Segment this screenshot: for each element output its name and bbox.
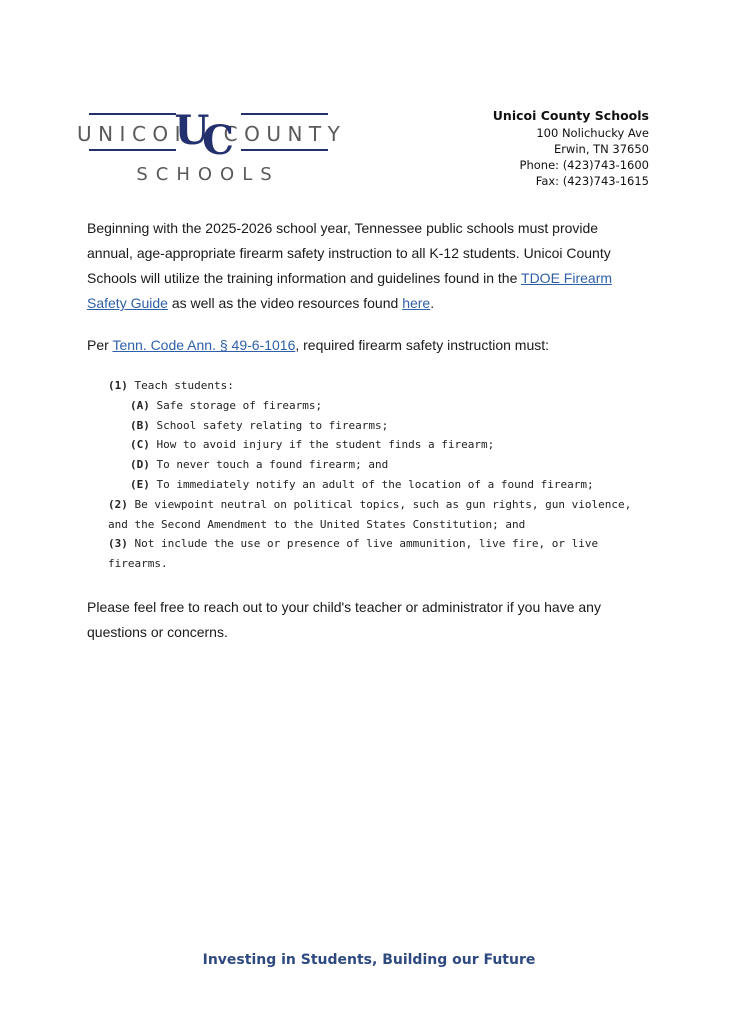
statute-text: Teach students: — [127, 379, 234, 392]
statute-subitem-a — [108, 396, 638, 416]
statute-text: Be viewpoint neutral on political topics, such as gun rights, gun violence, and the Second Amendment to the United States Constitution; and — [108, 497, 632, 531]
intro-text-middle: as well as the video resources found — [167, 295, 403, 311]
statute-item-3 — [108, 534, 638, 574]
statute-label: (E) — [130, 477, 150, 491]
logo-word-schools: SCHOOLS — [136, 164, 280, 185]
statute-label: (3) — [108, 537, 128, 551]
per-suffix: , required firearm safety instruction must: — [295, 337, 550, 353]
statute-subitem-c — [108, 435, 638, 455]
phone-number: Phone: (423)743-1600 — [519, 158, 649, 172]
statute-subitem-b — [108, 416, 638, 436]
statute-text: School safety relating to firearms; — [149, 418, 389, 432]
logo-word-county: COUNTY — [223, 122, 347, 146]
statute-text: How to avoid injury if the student finds a firearm; — [149, 438, 495, 452]
firearm-safety-guide-link[interactable]: TDOE Firearm Safety Guide — [87, 270, 613, 311]
logo-mark-c: C — [202, 117, 234, 164]
street-address: 100 Nolichucky Ave — [536, 126, 649, 140]
statute-label: (B) — [130, 418, 150, 432]
intro-text-end: . — [430, 295, 435, 311]
statute-label: (1) — [108, 379, 128, 392]
statute-subitem-d — [108, 455, 638, 475]
statute-excerpt — [108, 376, 638, 574]
city-state-zip: Erwin, TN 37650 — [553, 142, 649, 156]
statute-item-1 — [108, 376, 638, 396]
intro-paragraph — [87, 216, 647, 316]
per-prefix: Per — [87, 337, 113, 353]
logo-mark-u: U — [174, 107, 210, 154]
statute-subitem-e — [108, 475, 638, 495]
statute-label: (C) — [130, 438, 150, 452]
footer-slogan: Investing in Students, Building our Future — [202, 952, 536, 968]
statute-label: (D) — [130, 458, 150, 472]
fax-number: Fax: (423)743-1615 — [535, 174, 649, 188]
intro-text: Beginning with the 2025-2026 school year, Tennessee public schools must provide annual, age-appropriate firearm safety instruction to all K-12 students. Unicoi County Schools will utilize the training information and guidelines found in the — [87, 220, 611, 286]
statute-text: To never touch a found firearm; and — [149, 458, 389, 472]
statute-text: Not include the use or presence of live ammunition, live fire, or live firearms. — [108, 537, 599, 571]
address-block — [493, 106, 649, 189]
logo-word-unicoi: UNICOI — [76, 122, 188, 146]
school-logo — [76, 104, 347, 186]
tenn-code-link[interactable]: Tenn. Code Ann. § 49-6-1016 — [112, 337, 296, 353]
statute-item-2 — [108, 495, 638, 535]
statute-text: To immediately notify an adult of the location of a found firearm; — [149, 477, 594, 491]
statute-text: Safe storage of firearms; — [149, 398, 323, 412]
closing-paragraph: Please feel free to reach out to your child's teacher or administrator if you have any questions or concerns. — [87, 599, 601, 640]
district-name: Unicoi County Schools — [492, 108, 649, 123]
per-code-paragraph — [87, 333, 647, 358]
statute-label: (2) — [108, 497, 128, 511]
statute-label: (A) — [130, 398, 150, 412]
video-resources-link[interactable]: here — [402, 295, 431, 311]
school-logo-graphic — [76, 104, 347, 186]
